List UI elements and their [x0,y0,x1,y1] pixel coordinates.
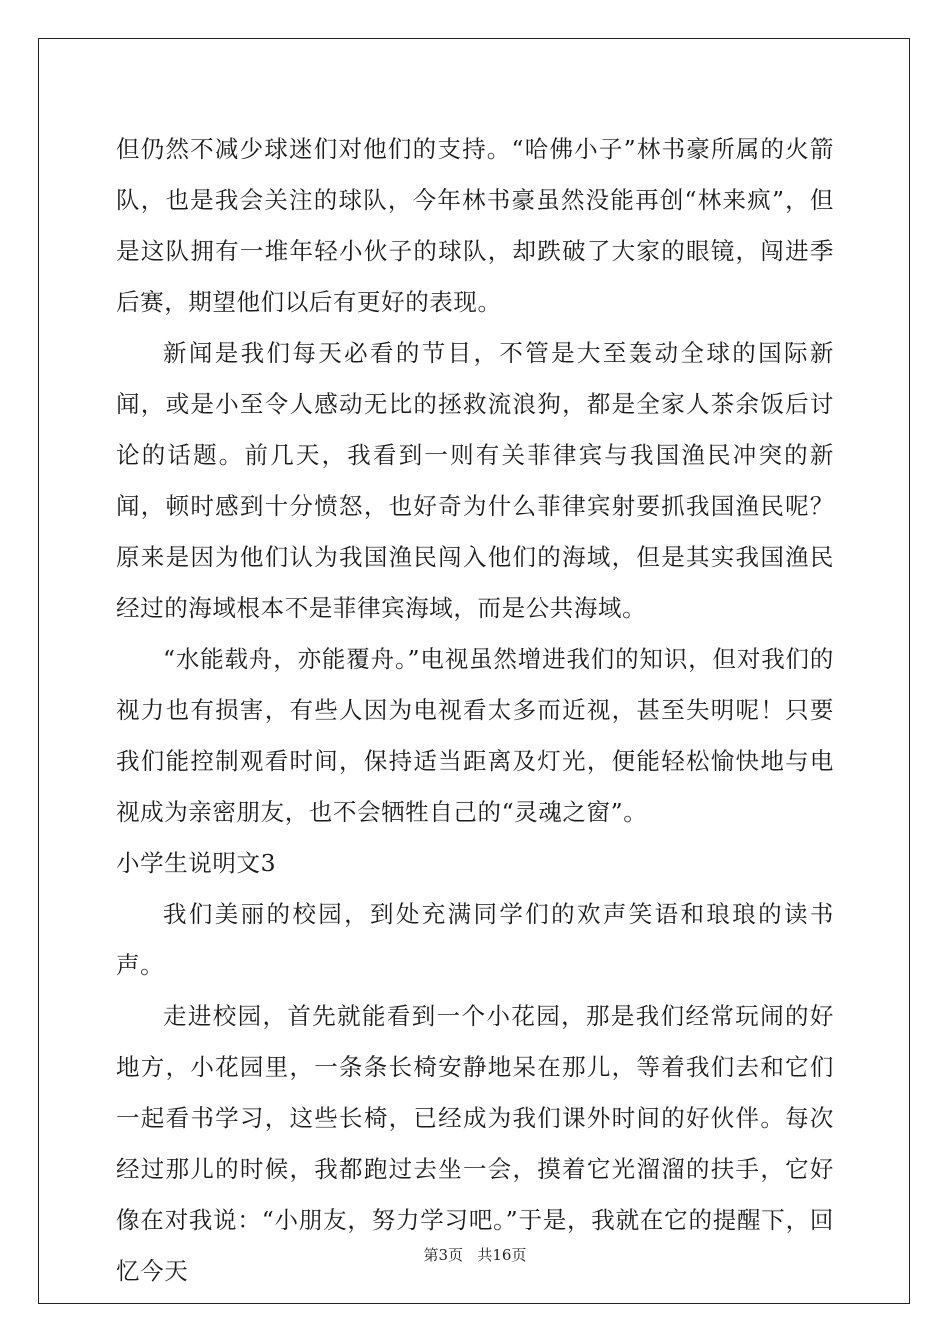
paragraph-1: 但仍然不减少球迷们对他们的支持。“哈佛小子”林书豪所属的火箭队，也是我会关注的球队，今年林书豪虽然没能再创“林来疯”，但是这队拥有一堆年轻小伙子的球队，却跌破了大家的眼镜，闯进季后赛，期望他们以后有更好的表现。 [116,135,834,316]
page-total: 共16页 [477,1246,527,1264]
page-number: 第3页 [423,1246,464,1264]
document-body [116,124,834,1297]
section-paragraph-2: 走进校园，首先就能看到一个小花园，那是我们经常玩闹的好地方，小花园里，一条条长椅安静地呆在那儿，等着我们去和它们一起看书学习，这些长椅，已经成为我们课外时间的好伙伴。每次经过那儿的时候，我都跑过去坐一会，摸着它光溜溜的扶手，它好像在对我说：“小朋友，努力学习吧。”于是，我就在它的提醒下，回忆今天 [116,1002,834,1285]
paragraph-2: 新闻是我们每天必看的节目，不管是大至轰动全球的国际新闻，或是小至令人感动无比的拯救流浪狗，都是全家人茶余饭后讨论的话题。前几天，我看到一则有关菲律宾与我国渔民冲突的新闻，顿时感到十分愤怒，也好奇为什么菲律宾射要抓我国渔民呢？原来是因为他们认为我国渔民闯入他们的海域，但是其实我国渔民经过的海域根本不是菲律宾海域，而是公共海域。 [116,339,834,622]
paragraph-3: “水能载舟，亦能覆舟。”电视虽然增进我们的知识，但对我们的视力也有损害，有些人因为电视看太多而近视，甚至失明呢！只要我们能控制观看时间，保持适当距离及灯光，便能轻松愉快地与电视成为亲密朋友，也不会牺牲自己的“灵魂之窗”。 [116,645,834,826]
page-footer [0,1244,950,1265]
section-title: 小学生说明文3 [116,849,277,877]
section-paragraph-1: 我们美丽的校园，到处充满同学们的欢声笑语和琅琅的读书声。 [116,900,834,979]
